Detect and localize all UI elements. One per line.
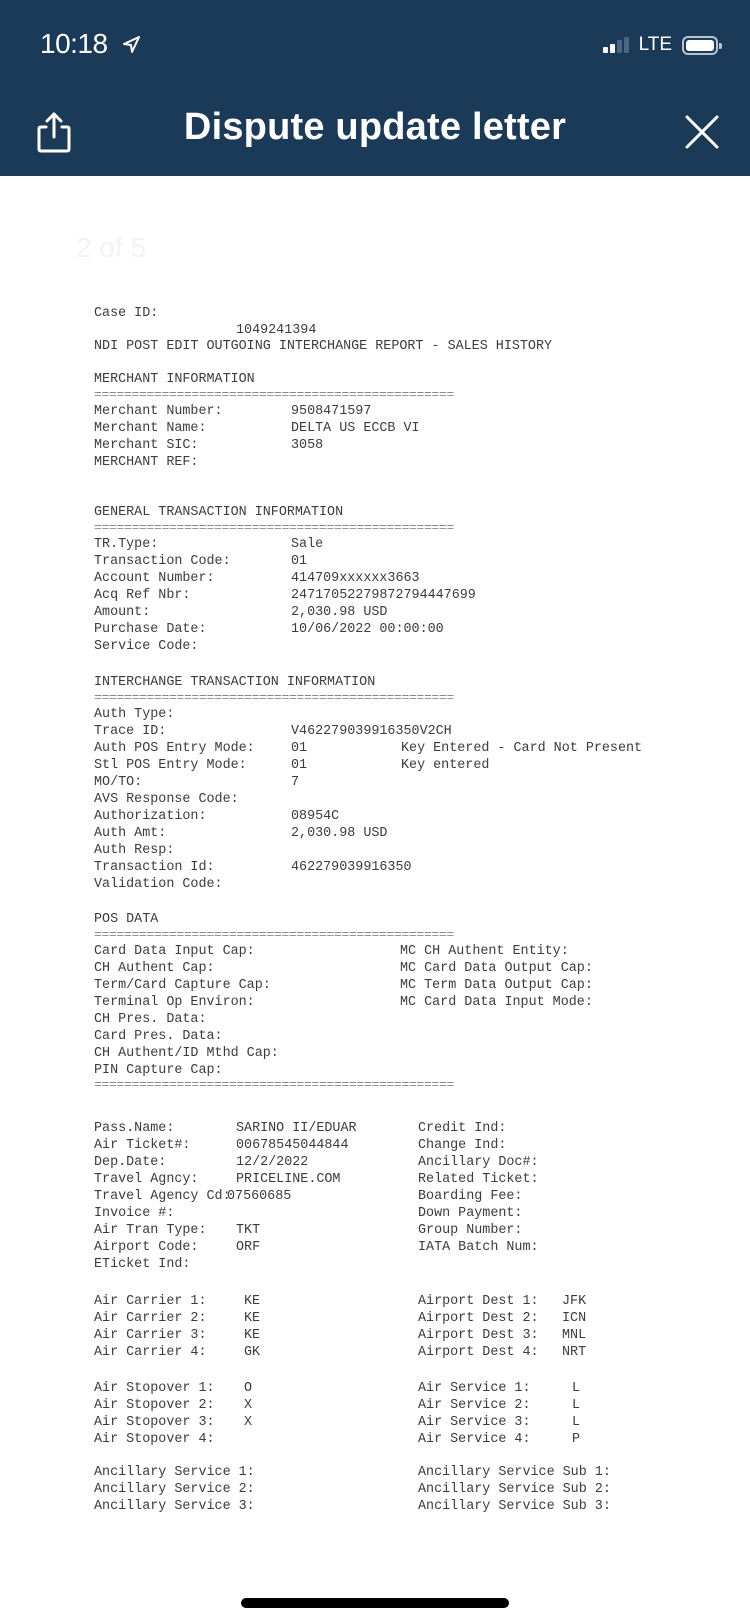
field-label: CH Authent Cap: (94, 961, 215, 976)
field-label: AVS Response Code: (94, 792, 239, 807)
field-label: Travel Agency Cd: (94, 1189, 231, 1204)
field-label: MO/TO: (94, 775, 143, 790)
divider: ================================================ (94, 387, 455, 402)
document-viewer[interactable] (0, 176, 750, 1624)
field-label: Dep.Date: (94, 1155, 167, 1170)
field-label: Air Service 4: (418, 1432, 531, 1447)
field-label: Pass.Name: (94, 1121, 175, 1136)
field-value: NRT (562, 1345, 587, 1360)
network-type: LTE (638, 34, 672, 55)
field-label: Credit Ind: (418, 1121, 507, 1136)
app-header (0, 0, 750, 176)
field-label: MC Term Data Output Cap: (400, 978, 593, 993)
field-label: Transaction Code: (94, 554, 231, 569)
field-label: Related Ticket: (418, 1172, 539, 1187)
field-label: MERCHANT REF: (94, 455, 199, 470)
field-label: Trace ID: (94, 724, 167, 739)
field-label: Auth POS Entry Mode: (94, 741, 255, 756)
field-value: 10/06/2022 00:00:00 (291, 622, 444, 637)
divider: ================================================ (94, 927, 455, 942)
field-label: Service Code: (94, 639, 199, 654)
field-label: Auth Resp: (94, 843, 175, 858)
field-value: TKT (236, 1223, 261, 1238)
field-value: ICN (562, 1311, 587, 1326)
field-label: Airport Dest 4: (418, 1345, 539, 1360)
divider: ================================================ (94, 1077, 455, 1092)
field-label: MC CH Authent Entity: (400, 944, 569, 959)
field-label: Auth Type: (94, 707, 175, 722)
section-heading: GENERAL TRANSACTION INFORMATION (94, 505, 344, 520)
field-value: SARINO II/EDUAR (236, 1121, 357, 1136)
field-value: 12/2/2022 (236, 1155, 309, 1170)
field-value: 01 (291, 554, 308, 569)
field-label: Airport Dest 1: (418, 1294, 539, 1309)
field-label: Air Stopover 2: (94, 1398, 215, 1413)
case-id-value: 1049241394 (236, 323, 317, 338)
field-label: Ancillary Service Sub 1: (418, 1465, 611, 1480)
field-value: 9508471597 (291, 404, 372, 419)
field-label: Air Ticket#: (94, 1138, 191, 1153)
field-label: Stl POS Entry Mode: (94, 758, 247, 773)
field-label: Airport Dest 3: (418, 1328, 539, 1343)
field-value: O (244, 1381, 253, 1396)
field-label: Down Payment: (418, 1206, 523, 1221)
case-id-row (94, 288, 317, 338)
field-value: 00678545044844 (236, 1138, 349, 1153)
field-label: Air Carrier 2: (94, 1311, 207, 1326)
field-label: Air Carrier 4: (94, 1345, 207, 1360)
field-description: Key entered (401, 758, 490, 773)
field-label: Travel Agncy: (94, 1172, 199, 1187)
section-heading: INTERCHANGE TRANSACTION INFORMATION (94, 675, 376, 690)
field-label: PIN Capture Cap: (94, 1063, 223, 1078)
field-value: V462279039916350V2CH (291, 724, 452, 739)
field-label: Case ID: (94, 306, 159, 321)
field-label: Validation Code: (94, 877, 223, 892)
field-label: TR.Type: (94, 537, 159, 552)
field-label: Air Stopover 1: (94, 1381, 215, 1396)
status-bar-indicators (603, 34, 718, 56)
field-value: 414709xxxxxx3663 (291, 571, 420, 586)
field-label: Merchant Name: (94, 421, 207, 436)
status-bar-time (40, 28, 141, 62)
close-icon (684, 114, 720, 150)
field-label: Auth Amt: (94, 826, 167, 841)
field-label: Ancillary Service 3: (94, 1499, 255, 1514)
field-description: Key Entered - Card Not Present (401, 741, 643, 756)
battery-icon (682, 36, 718, 55)
field-label: Card Data Input Cap: (94, 944, 255, 959)
scanned-letter (94, 176, 714, 1536)
close-button[interactable] (684, 114, 720, 150)
field-label: Group Number: (418, 1223, 523, 1238)
field-label: Ancillary Service Sub 2: (418, 1482, 611, 1497)
section-heading: POS DATA (94, 912, 159, 927)
location-arrow-icon (121, 30, 141, 62)
field-label: Air Service 2: (418, 1398, 531, 1413)
field-label: Airport Code: (94, 1240, 199, 1255)
field-label: IATA Batch Num: (418, 1240, 539, 1255)
field-value: KE (244, 1311, 261, 1326)
field-value: X (244, 1398, 253, 1413)
field-value: DELTA US ECCB VI (291, 421, 420, 436)
field-label: Transaction Id: (94, 860, 215, 875)
field-value: 08954C (291, 809, 340, 824)
report-title-text: NDI POST EDIT OUTGOING INTERCHANGE REPORT - SALES HISTORY (94, 339, 553, 354)
field-label: Air Stopover 3: (94, 1415, 215, 1430)
field-label: Terminal Op Environ: (94, 995, 255, 1010)
field-label: Merchant Number: (94, 404, 223, 419)
field-label: Term/Card Capture Cap: (94, 978, 271, 993)
field-label: Air Service 1: (418, 1381, 531, 1396)
field-value: L (572, 1381, 581, 1396)
field-value: 3058 (291, 438, 324, 453)
field-label: Merchant SIC: (94, 438, 199, 453)
field-label: Acq Ref Nbr: (94, 588, 191, 603)
field-label: ETicket Ind: (94, 1257, 191, 1272)
field-label: Card Pres. Data: (94, 1029, 223, 1044)
field-label: Amount: (94, 605, 151, 620)
field-value: 2,030.98 USD (291, 605, 388, 620)
cellular-signal-icon (603, 37, 629, 53)
field-label: Airport Dest 2: (418, 1311, 539, 1326)
field-value: KE (244, 1328, 261, 1343)
field-label: Purchase Date: (94, 622, 207, 637)
field-label: CH Authent/ID Mthd Cap: (94, 1046, 279, 1061)
field-label: Air Stopover 4: (94, 1432, 215, 1447)
field-value: L (572, 1398, 581, 1413)
field-value: PRICELINE.COM (236, 1172, 341, 1187)
home-indicator[interactable] (241, 1598, 509, 1608)
field-value: KE (244, 1294, 261, 1309)
field-label: Air Carrier 1: (94, 1294, 207, 1309)
field-label: MC Card Data Input Mode: (400, 995, 593, 1010)
field-label: Ancillary Doc#: (418, 1155, 539, 1170)
clock-text: 10:18 (40, 28, 108, 59)
field-label: Air Carrier 3: (94, 1328, 207, 1343)
field-value: 24717052279872794447699 (291, 588, 476, 603)
field-value: 07560685 (227, 1189, 292, 1204)
section-heading: MERCHANT INFORMATION (94, 372, 255, 387)
field-label: Air Tran Type: (94, 1223, 207, 1238)
field-label: Ancillary Service 1: (94, 1465, 255, 1480)
field-value: 01 (291, 758, 308, 773)
field-label: Authorization: (94, 809, 207, 824)
field-label: CH Pres. Data: (94, 1012, 207, 1027)
field-value: 01 (291, 741, 308, 756)
field-value: MNL (562, 1328, 587, 1343)
field-value: X (244, 1415, 253, 1430)
page-title: Dispute update letter (183, 106, 567, 148)
divider: ================================================ (94, 690, 455, 705)
field-value: 462279039916350 (291, 860, 412, 875)
field-value: Sale (291, 537, 324, 552)
field-label: Ancillary Service Sub 3: (418, 1499, 611, 1514)
field-value: 2,030.98 USD (291, 826, 388, 841)
divider: ================================================ (94, 520, 455, 535)
field-label: Account Number: (94, 571, 215, 586)
page-indicator: 2 of 5 (76, 232, 147, 263)
field-value: L (572, 1415, 581, 1430)
field-label: Air Service 3: (418, 1415, 531, 1430)
field-value: P (572, 1432, 581, 1447)
field-label: MC Card Data Output Cap: (400, 961, 593, 976)
field-label: Boarding Fee: (418, 1189, 523, 1204)
field-label: Invoice #: (94, 1206, 175, 1221)
field-value: ORF (236, 1240, 261, 1255)
field-value: 7 (291, 775, 300, 790)
field-value: JFK (562, 1294, 587, 1309)
field-value: GK (244, 1345, 261, 1360)
field-label: Ancillary Service 2: (94, 1482, 255, 1497)
field-label: Change Ind: (418, 1138, 507, 1153)
